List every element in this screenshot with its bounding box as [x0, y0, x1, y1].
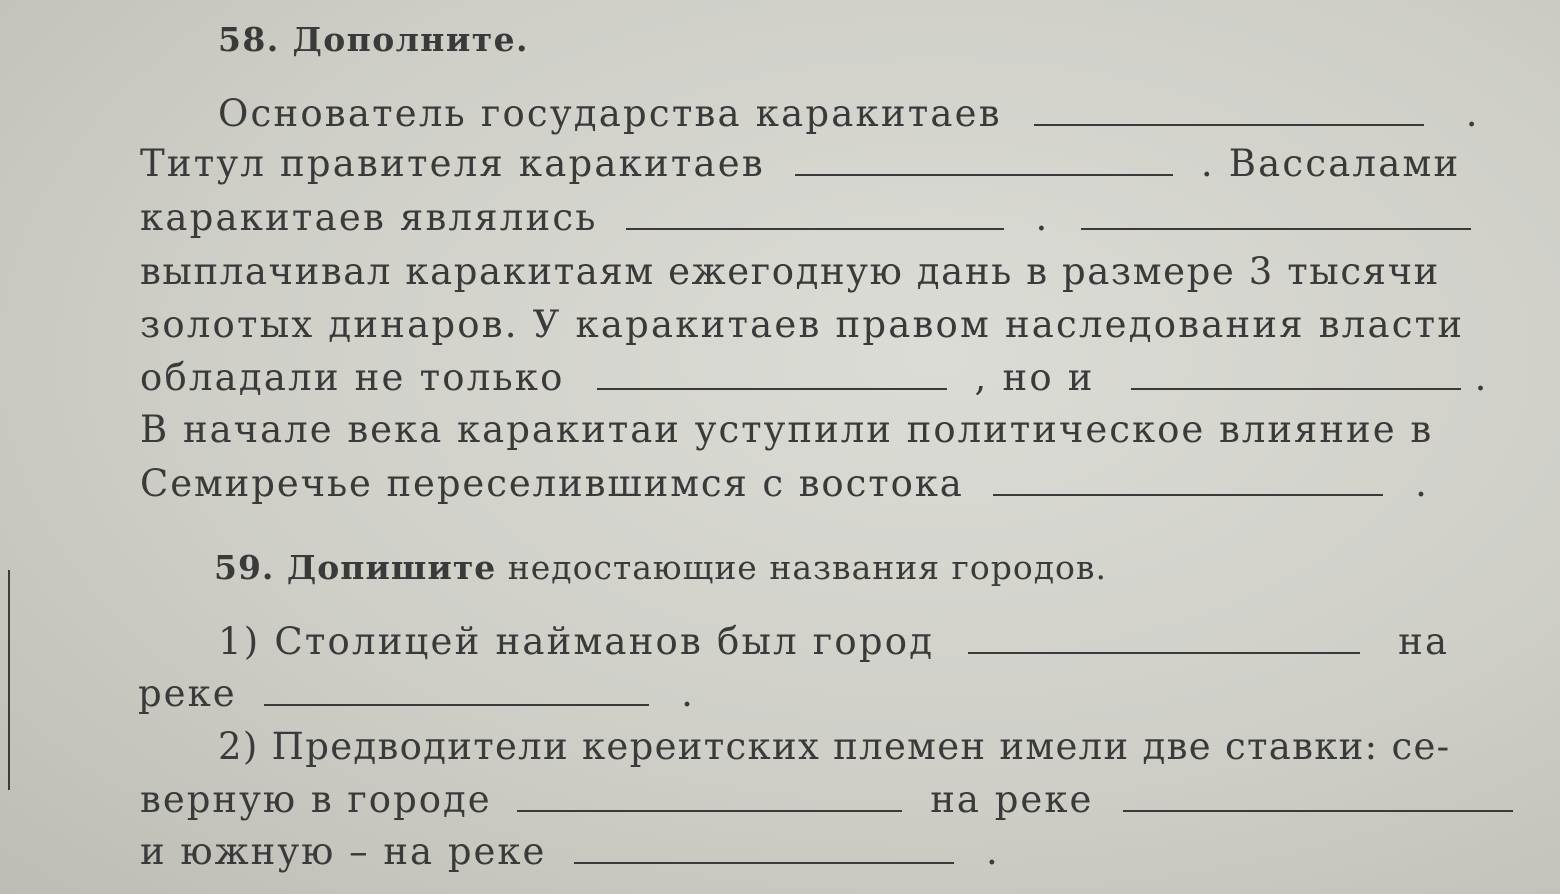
exercise-58-line-2	[140, 142, 1460, 185]
line-text: обладали не только	[140, 356, 565, 399]
answer-blank-naiman-capital[interactable]	[968, 651, 1360, 654]
answer-blank-vassals[interactable]	[626, 227, 1004, 230]
exercise-58-title: 58. Дополните.	[218, 20, 529, 59]
exercise-59-title	[214, 548, 1107, 587]
answer-blank-kereit-south-river[interactable]	[574, 861, 954, 864]
line-text: Основатель государства каракитаев	[218, 92, 1002, 135]
answer-blank-kereit-north-city[interactable]	[517, 809, 902, 812]
line-text: Титул правителя каракитаев	[140, 142, 765, 185]
exercise-58-line-8	[140, 462, 1429, 505]
line-text: . Вассалами	[1200, 142, 1461, 185]
punctuation: .	[1035, 196, 1050, 239]
answer-blank-kereit-north-river[interactable]	[1123, 809, 1513, 812]
margin-line	[8, 570, 10, 790]
line-text: Семиречье переселившимся с востока	[140, 462, 964, 505]
line-text: 1) Столицей найманов был город	[218, 620, 935, 663]
exercise-59-item-1	[218, 620, 1449, 663]
line-text: верную в городе	[140, 778, 492, 821]
exercise-58-line-1	[218, 92, 1480, 135]
exercise-58-line-5: золотых динаров. У каракитаев правом наследования власти	[140, 303, 1465, 346]
exercise-instruction: недостающие названия городов.	[507, 548, 1107, 587]
line-text: на	[1398, 620, 1450, 663]
exercise-59-item-2-cont2	[140, 830, 1000, 873]
exercise-58-line-7: В начале века каракитаи уступили политическое влияние в	[140, 408, 1434, 451]
punctuation: .	[1415, 462, 1429, 505]
answer-blank-settlers[interactable]	[993, 493, 1383, 496]
exercise-59-item-2: 2) Предводители кереитских племен имели две ставки: се-	[218, 725, 1451, 768]
line-text: и южную – на реке	[140, 830, 547, 873]
exercise-number: 59. Допишите	[214, 548, 497, 587]
line-text: на реке	[930, 778, 1094, 821]
punctuation: .	[681, 672, 695, 715]
punctuation: .	[1474, 356, 1489, 399]
answer-blank-heir-2[interactable]	[1131, 387, 1461, 390]
answer-blank-naiman-river[interactable]	[264, 703, 649, 706]
punctuation: .	[985, 830, 1000, 873]
line-text: , но и	[974, 356, 1095, 399]
exercise-59-item-1-cont	[138, 672, 695, 715]
answer-blank-title[interactable]	[795, 173, 1173, 176]
answer-blank-founder[interactable]	[1034, 123, 1424, 126]
exercise-58-line-4: выплачивал каракитаям ежегодную дань в размере 3 тысячи	[140, 250, 1440, 293]
answer-blank-tributary[interactable]	[1081, 227, 1471, 230]
line-text: реке	[138, 672, 237, 715]
punctuation: .	[1465, 92, 1480, 135]
line-text: каракитаев являлись	[140, 196, 598, 239]
answer-blank-heir-1[interactable]	[597, 387, 947, 390]
exercise-58-line-3	[140, 196, 1471, 239]
exercise-58-line-6	[140, 356, 1489, 399]
exercise-59-item-2-cont	[140, 778, 1513, 821]
